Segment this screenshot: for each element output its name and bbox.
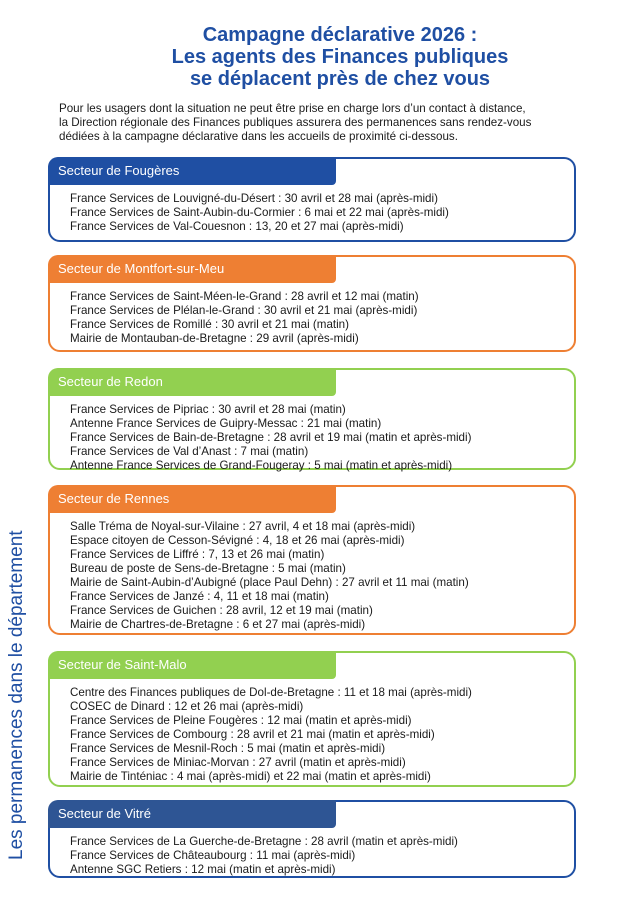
list-item: France Services de Romillé : 30 avril et 21 mai (matin) xyxy=(70,318,349,331)
sector-header: Secteur de Montfort-sur-Meu xyxy=(48,255,336,283)
list-item: France Services de La Guerche-de-Bretagne : 28 avril (matin et après-midi) xyxy=(70,835,458,848)
list-item: France Services de Miniac-Morvan : 27 avril (matin et après-midi) xyxy=(70,756,406,769)
list-item: France Services de Val-Couesnon : 13, 20 et 27 mai (après-midi) xyxy=(70,220,404,233)
list-item: Antenne SGC Retiers : 12 mai (matin et après-midi) xyxy=(70,863,336,876)
list-item: Espace citoyen de Cesson-Sévigné : 4, 18 et 26 mai (après-midi) xyxy=(70,534,405,547)
list-item: Mairie de Tinténiac : 4 mai (après-midi) et 22 mai (matin et après-midi) xyxy=(70,770,431,783)
list-item: France Services de Mesnil-Roch : 5 mai (matin et après-midi) xyxy=(70,742,386,755)
list-item: Bureau de poste de Sens-de-Bretagne : 5 mai (matin) xyxy=(70,562,346,575)
page-title: Campagne déclarative 2026 : Les agents des Finances publiques se déplacent près de chez vous xyxy=(171,24,509,90)
sector-box xyxy=(48,800,576,878)
list-item: COSEC de Dinard : 12 et 26 mai (après-midi) xyxy=(70,700,304,713)
sector-header: Secteur de Redon xyxy=(48,368,336,396)
side-label: Les permanences dans le département xyxy=(6,530,27,860)
sector-header: Secteur de Saint-Malo xyxy=(48,651,336,679)
sector-box xyxy=(48,485,576,635)
list-item: Salle Tréma de Noyal-sur-Vilaine : 27 avril, 4 et 18 mai (après-midi) xyxy=(70,520,416,533)
sector-header: Secteur de Vitré xyxy=(48,800,336,828)
list-item: Mairie de Montauban-de-Bretagne : 29 avril (après-midi) xyxy=(70,332,359,345)
sector-items xyxy=(70,290,419,346)
list-item: France Services de Bain-de-Bretagne : 28 avril et 19 mai (matin et après-midi) xyxy=(70,431,472,444)
intro-text: Pour les usagers dont la situation ne peut être prise en charge lors d’un contact à distance, la Direction régionale des Finances publiques assurera des permanences sans rendez-vous dédiées à la campagne déclarative dans les accueils de proximité ci-dessous. xyxy=(59,102,532,143)
sector-items xyxy=(70,403,471,473)
list-item: Mairie de Chartres-de-Bretagne : 6 et 27 mai (après-midi) xyxy=(70,618,366,631)
list-item: Antenne France Services de Grand-Fougeray : 5 mai (matin et après-midi) xyxy=(70,459,453,472)
list-item: France Services de Plélan-le-Grand : 30 avril et 21 mai (après-midi) xyxy=(70,304,418,317)
list-item: Centre des Finances publiques de Dol-de-Bretagne : 11 et 18 mai (après-midi) xyxy=(70,686,472,699)
sector-box xyxy=(48,651,576,787)
sector-box xyxy=(48,255,576,352)
list-item: France Services de Janzé : 4, 11 et 18 mai (matin) xyxy=(70,590,329,603)
list-item: France Services de Combourg : 28 avril et 21 mai (matin et après-midi) xyxy=(70,728,435,741)
list-item: France Services de Pipriac : 30 avril et 28 mai (matin) xyxy=(70,403,346,416)
list-item: France Services de Louvigné-du-Désert : 30 avril et 28 mai (après-midi) xyxy=(70,192,438,205)
list-item: France Services de Val d’Anast : 7 mai (matin) xyxy=(70,445,309,458)
sector-header: Secteur de Rennes xyxy=(48,485,336,513)
sector-box xyxy=(48,157,576,242)
list-item: France Services de Pleine Fougères : 12 mai (matin et après-midi) xyxy=(70,714,412,727)
sector-items xyxy=(70,686,472,784)
sector-items xyxy=(70,520,469,632)
sector-items xyxy=(70,192,449,234)
list-item: Mairie de Saint-Aubin-d’Aubigné (place Paul Dehn) : 27 avril et 11 mai (matin) xyxy=(70,576,469,589)
sector-items xyxy=(70,835,458,877)
sector-header: Secteur de Fougères xyxy=(48,157,336,185)
list-item: France Services de Châteaubourg : 11 mai (après-midi) xyxy=(70,849,356,862)
list-item: France Services de Saint-Aubin-du-Cormier : 6 mai et 22 mai (après-midi) xyxy=(70,206,449,219)
list-item: France Services de Guichen : 28 avril, 12 et 19 mai (matin) xyxy=(70,604,373,617)
sector-box xyxy=(48,368,576,470)
list-item: France Services de Saint-Méen-le-Grand : 28 avril et 12 mai (matin) xyxy=(70,290,419,303)
list-item: Antenne France Services de Guipry-Messac : 21 mai (matin) xyxy=(70,417,382,430)
list-item: France Services de Liffré : 7, 13 et 26 mai (matin) xyxy=(70,548,325,561)
